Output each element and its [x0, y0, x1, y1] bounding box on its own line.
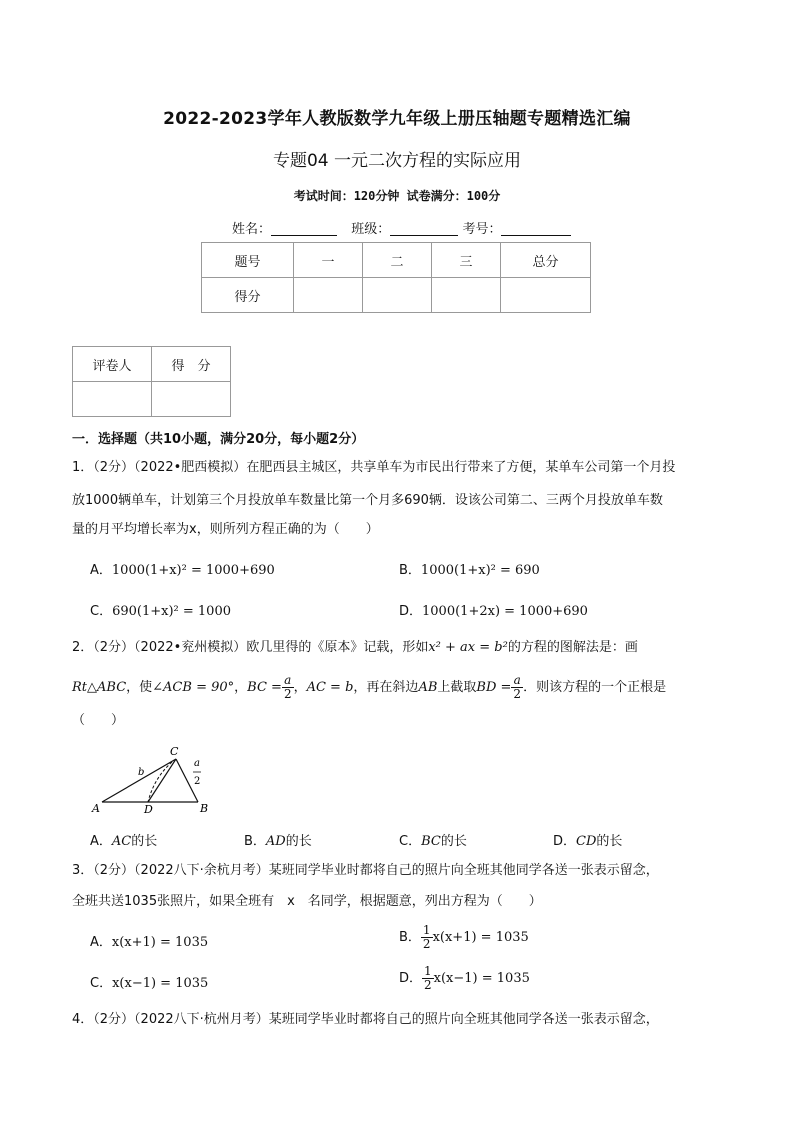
number-field[interactable]: [501, 221, 571, 236]
question-1-line-1: 1．（2分）（2022•肥西模拟）在肥西县主城区，共享单车为市民出行带来了方便，某单车公司第一个月投: [72, 460, 676, 475]
grader-header-cell: 评卷人: [73, 347, 152, 382]
score-header-cell: 一: [294, 243, 363, 278]
score-cell[interactable]: [363, 278, 432, 313]
label-d: D: [144, 803, 153, 814]
score-header-cell: 题号: [202, 243, 294, 278]
class-field[interactable]: [390, 221, 458, 236]
score-cell[interactable]: [294, 278, 363, 313]
fraction-a-over-2: $\frac{a}{2}$: [513, 673, 522, 701]
question-meta: （2分）（2022•兖州模拟）: [93, 640, 247, 655]
q1-option-b[interactable]: B．1000(1+x)² = 690: [399, 563, 540, 578]
page-subtitle: 专题04 一元二次方程的实际应用: [272, 151, 522, 171]
name-field[interactable]: [271, 221, 337, 236]
page-title: 2022-2023学年人教版数学九年级上册压轴题专题精选汇编: [163, 109, 631, 129]
label-a: A: [92, 802, 100, 814]
segment-cd: [148, 759, 176, 802]
q2-option-a[interactable]: A．AC的长: [90, 834, 158, 849]
score-header-cell: 三: [432, 243, 501, 278]
q2-option-d[interactable]: D．CD的长: [553, 834, 623, 849]
question-2-line-1: 2．（2分）（2022•兖州模拟）欧几里得的《原本》记载，形如x² + ax = b²的方程的图解法是：画: [72, 640, 638, 655]
question-meta: （2分）（2022八下·余杭月考）: [93, 863, 269, 878]
name-label: 姓名：: [232, 222, 272, 237]
question-number: 3．: [72, 863, 94, 878]
q1-option-c[interactable]: C．690(1+x)² = 1000: [90, 604, 231, 619]
q1-option-d[interactable]: D．1000(1+2x) = 1000+690: [399, 604, 588, 619]
question-2-line-2: Rt△ABC，使∠ACB = 90°，BC = $\frac{a}{2}$ ，AC = b，再在斜边AB上截取BD = $\frac{a}{2}$ ．则该方程的一个正根是: [72, 673, 667, 701]
grader-cell[interactable]: [152, 382, 231, 417]
label-a-side: a: [194, 758, 200, 769]
q3-option-a[interactable]: A．x(x+1) = 1035: [90, 935, 209, 950]
fraction-a-over-2: $\frac{a}{2}$: [283, 673, 292, 701]
fraction-one-half: $\frac{1}{2}$: [422, 923, 431, 951]
q3-option-c[interactable]: C．x(x−1) = 1035: [90, 976, 209, 991]
score-header-cell: 二: [363, 243, 432, 278]
q1-option-a[interactable]: A．1000(1+x)² = 1000+690: [90, 563, 275, 578]
number-label: 考号：: [462, 222, 502, 237]
label-two: 2: [194, 776, 201, 787]
question-4-line-1: 4．（2分）（2022八下·杭州月考）某班同学毕业时都将自己的照片向全班其他同学各送一张表示留念，: [72, 1012, 659, 1027]
question-3-line-1: 3．（2分）（2022八下·余杭月考）某班同学毕业时都将自己的照片向全班其他同学各送一张表示留念，: [72, 863, 659, 878]
q2-option-c[interactable]: C．BC的长: [399, 834, 467, 849]
question-1-line-3: 量的月平均增长率为x，则所列方程正确的为（ ）: [72, 522, 379, 537]
grader-cell[interactable]: [73, 382, 152, 417]
student-info-line: [232, 218, 571, 237]
question-number: 4．: [72, 1012, 94, 1027]
exam-info: 考试时间：120分钟 试卷满分：100分: [293, 189, 501, 203]
section-heading: 一．选择题（共10小题，满分20分，每小题2分）: [72, 432, 365, 447]
question-3-line-2: 全班共送1035张照片，如果全班有 x 名同学，根据题意，列出方程为（ ）: [72, 894, 542, 909]
grader-header-cell: 得 分: [152, 347, 231, 382]
q3-option-d[interactable]: D． $\frac{1}{2}$ x(x−1) = 1035: [399, 964, 530, 992]
q2-option-b[interactable]: B．AD的长: [244, 834, 312, 849]
question-number: 1．: [72, 460, 94, 475]
class-label: 班级：: [351, 222, 391, 237]
triangle-figure: [88, 744, 218, 814]
label-c: C: [170, 745, 179, 758]
segment-ac: [102, 759, 176, 802]
q3-option-b[interactable]: B． $\frac{1}{2}$ x(x+1) = 1035: [399, 923, 529, 951]
score-cell[interactable]: [501, 278, 591, 313]
label-b: B: [200, 802, 209, 814]
score-header-cell: 总分: [501, 243, 591, 278]
question-number: 2．: [72, 640, 94, 655]
question-2-line-3: （ ）: [72, 713, 125, 728]
question-1-line-2: 放1000辆单车，计划第三个月投放单车数量比第一个月多690辆．设该公司第二、三两个月投放单车数: [72, 493, 663, 508]
score-row-label: 得分: [202, 278, 294, 313]
question-meta: （2分）（2022八下·杭州月考）: [93, 1012, 269, 1027]
label-b-side: b: [138, 767, 145, 778]
score-cell[interactable]: [432, 278, 501, 313]
grader-table: [72, 346, 231, 417]
score-table: [201, 242, 591, 313]
question-meta: （2分）（2022•肥西模拟）: [93, 460, 247, 475]
fraction-one-half: $\frac{1}{2}$: [424, 964, 432, 992]
